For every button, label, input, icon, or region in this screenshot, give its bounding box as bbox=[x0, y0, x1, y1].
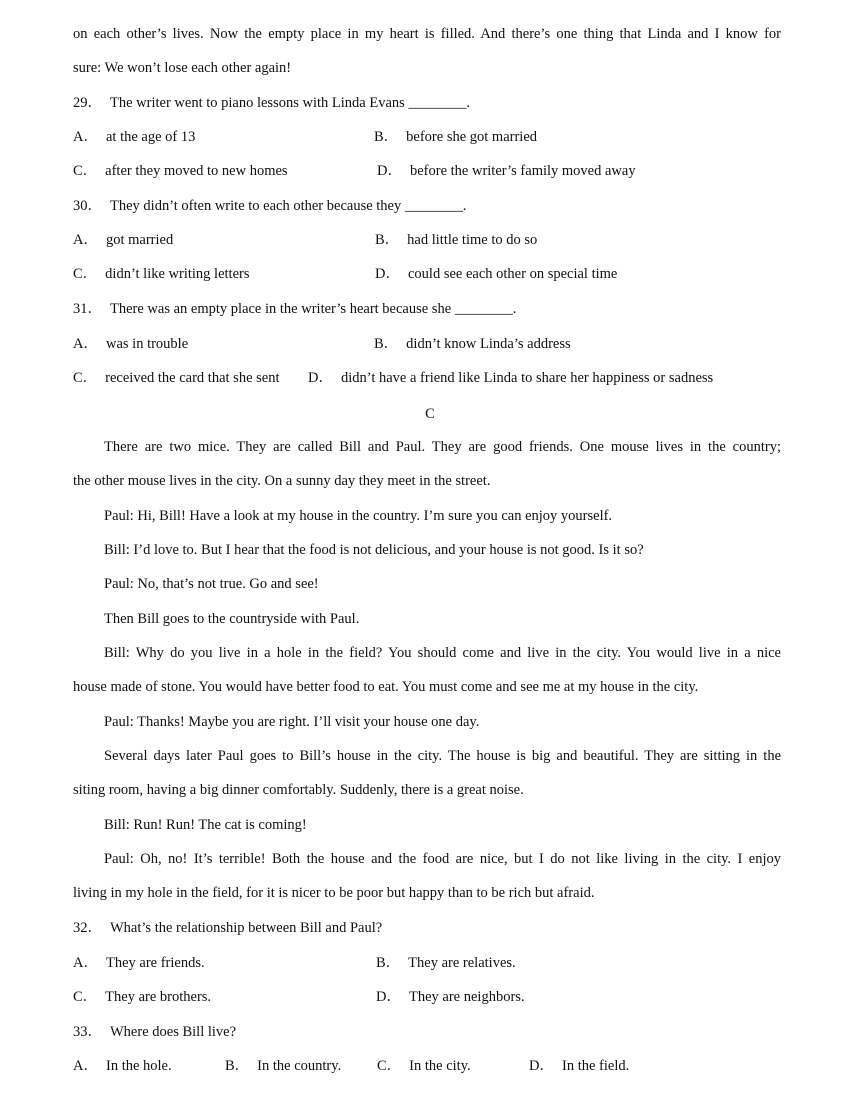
question-number: 30． bbox=[73, 198, 102, 214]
option-b bbox=[374, 127, 537, 147]
dialogue-line: Paul: Oh, no! It’s terrible! Both the house and the food are nice, but I do not like living in the city. I enjoy bbox=[104, 851, 781, 867]
option-c bbox=[73, 368, 280, 388]
option-letter: A． bbox=[73, 336, 98, 352]
question-29-stem bbox=[73, 93, 470, 113]
option-text: before the writer’s family moved away bbox=[409, 163, 636, 179]
option-letter: D． bbox=[529, 1058, 554, 1074]
paragraph-line: the other mouse lives in the city. On a sunny day they meet in the street. bbox=[73, 473, 491, 489]
question-text: The writer went to piano lessons with Linda Evans ________. bbox=[110, 95, 471, 111]
paragraph-line: There are two mice. They are called Bill and Paul. They are good friends. One mouse lives in the country; bbox=[104, 439, 781, 455]
option-text: didn’t know Linda’s address bbox=[406, 336, 571, 352]
option-a bbox=[73, 334, 188, 354]
option-text: received the card that she sent bbox=[105, 370, 280, 386]
option-letter: D． bbox=[377, 163, 402, 179]
option-letter: D． bbox=[308, 370, 333, 386]
option-d bbox=[308, 368, 713, 388]
option-d bbox=[376, 987, 525, 1007]
option-text: They are friends. bbox=[105, 955, 205, 971]
option-b bbox=[375, 230, 537, 250]
option-letter: D． bbox=[375, 266, 400, 282]
option-letter: B． bbox=[376, 955, 401, 971]
option-text: had little time to do so bbox=[407, 232, 538, 248]
option-letter: C． bbox=[73, 989, 98, 1005]
option-a bbox=[73, 1056, 172, 1076]
option-letter: A． bbox=[73, 1058, 98, 1074]
option-a bbox=[73, 127, 195, 147]
passage-b-line: on each other’s lives. Now the empty place in my heart is filled. And there’s one thing that Linda and I know for bbox=[73, 26, 781, 42]
dialogue-line: Bill: I’d love to. But I hear that the food is not delicious, and your house is not good. Is it so? bbox=[104, 542, 644, 558]
option-d bbox=[377, 161, 636, 181]
question-33-stem bbox=[73, 1022, 236, 1042]
question-30-stem bbox=[73, 196, 466, 216]
option-letter: A． bbox=[73, 232, 98, 248]
option-text: didn’t have a friend like Linda to share her happiness or sadness bbox=[340, 370, 714, 386]
option-letter: C． bbox=[73, 266, 98, 282]
option-letter: B． bbox=[374, 336, 399, 352]
option-c bbox=[73, 987, 211, 1007]
dialogue-line: house made of stone. You would have better food to eat. You must come and see me at my house in the city. bbox=[73, 679, 699, 695]
question-text: There was an empty place in the writer’s heart because she ________. bbox=[110, 301, 517, 317]
question-31-stem bbox=[73, 299, 516, 319]
option-letter: B． bbox=[375, 232, 400, 248]
option-text: They are relatives. bbox=[408, 955, 516, 971]
option-letter: C． bbox=[73, 370, 98, 386]
question-number: 33． bbox=[73, 1024, 102, 1040]
question-number: 32． bbox=[73, 920, 102, 936]
paragraph-line: Then Bill goes to the countryside with Paul. bbox=[104, 611, 360, 627]
dialogue-line: Paul: Thanks! Maybe you are right. I’ll visit your house one day. bbox=[104, 714, 480, 730]
option-letter: D． bbox=[376, 989, 401, 1005]
option-c bbox=[73, 264, 249, 284]
option-text: at the age of 13 bbox=[105, 129, 196, 145]
option-text: They are brothers. bbox=[105, 989, 212, 1005]
option-text: before she got married bbox=[406, 129, 538, 145]
option-text: In the field. bbox=[561, 1058, 630, 1074]
dialogue-line: Paul: No, that’s not true. Go and see! bbox=[104, 576, 319, 592]
option-letter: B． bbox=[374, 129, 399, 145]
passage-heading: C bbox=[425, 406, 435, 422]
option-text: In the country. bbox=[257, 1058, 342, 1074]
option-text: didn’t like writing letters bbox=[105, 266, 250, 282]
option-d bbox=[529, 1056, 629, 1076]
option-letter: C． bbox=[377, 1058, 402, 1074]
option-text: could see each other on special time bbox=[407, 266, 618, 282]
option-b bbox=[376, 953, 516, 973]
option-text: got married bbox=[105, 232, 174, 248]
passage-b-line: sure: We won’t lose each other again! bbox=[73, 60, 292, 76]
option-c bbox=[73, 161, 288, 181]
dialogue-line: Bill: Why do you live in a hole in the field? You should come and live in the city. You would live in a nice bbox=[104, 645, 781, 661]
paragraph-line: Several days later Paul goes to Bill’s house in the city. The house is big and beautiful. They are sitting in the bbox=[104, 748, 781, 764]
option-a bbox=[73, 953, 205, 973]
option-a bbox=[73, 230, 173, 250]
option-letter: B． bbox=[225, 1058, 250, 1074]
option-b bbox=[374, 334, 571, 354]
dialogue-line: living in my hole in the field, for it is nicer to be poor but happy than to be rich but afraid. bbox=[73, 885, 595, 901]
question-text: They didn’t often write to each other because they ________. bbox=[110, 198, 467, 214]
option-text: In the city. bbox=[409, 1058, 471, 1074]
option-text: was in trouble bbox=[105, 336, 189, 352]
question-number: 29． bbox=[73, 95, 102, 111]
question-text: What’s the relationship between Bill and Paul? bbox=[110, 920, 383, 936]
option-c bbox=[377, 1056, 471, 1076]
dialogue-line: Bill: Run! Run! The cat is coming! bbox=[104, 817, 307, 833]
question-text: Where does Bill live? bbox=[110, 1024, 237, 1040]
option-d bbox=[375, 264, 617, 284]
option-letter: A． bbox=[73, 129, 98, 145]
option-text: after they moved to new homes bbox=[105, 163, 288, 179]
question-number: 31． bbox=[73, 301, 102, 317]
option-text: In the hole. bbox=[105, 1058, 172, 1074]
question-32-stem bbox=[73, 918, 382, 938]
option-text: They are neighbors. bbox=[408, 989, 525, 1005]
option-b bbox=[225, 1056, 341, 1076]
option-letter: A． bbox=[73, 955, 98, 971]
option-letter: C． bbox=[73, 163, 98, 179]
dialogue-line: Paul: Hi, Bill! Have a look at my house in the country. I’m sure you can enjoy yourself. bbox=[104, 508, 613, 524]
paragraph-line: siting room, having a big dinner comfortably. Suddenly, there is a great noise. bbox=[73, 782, 524, 798]
